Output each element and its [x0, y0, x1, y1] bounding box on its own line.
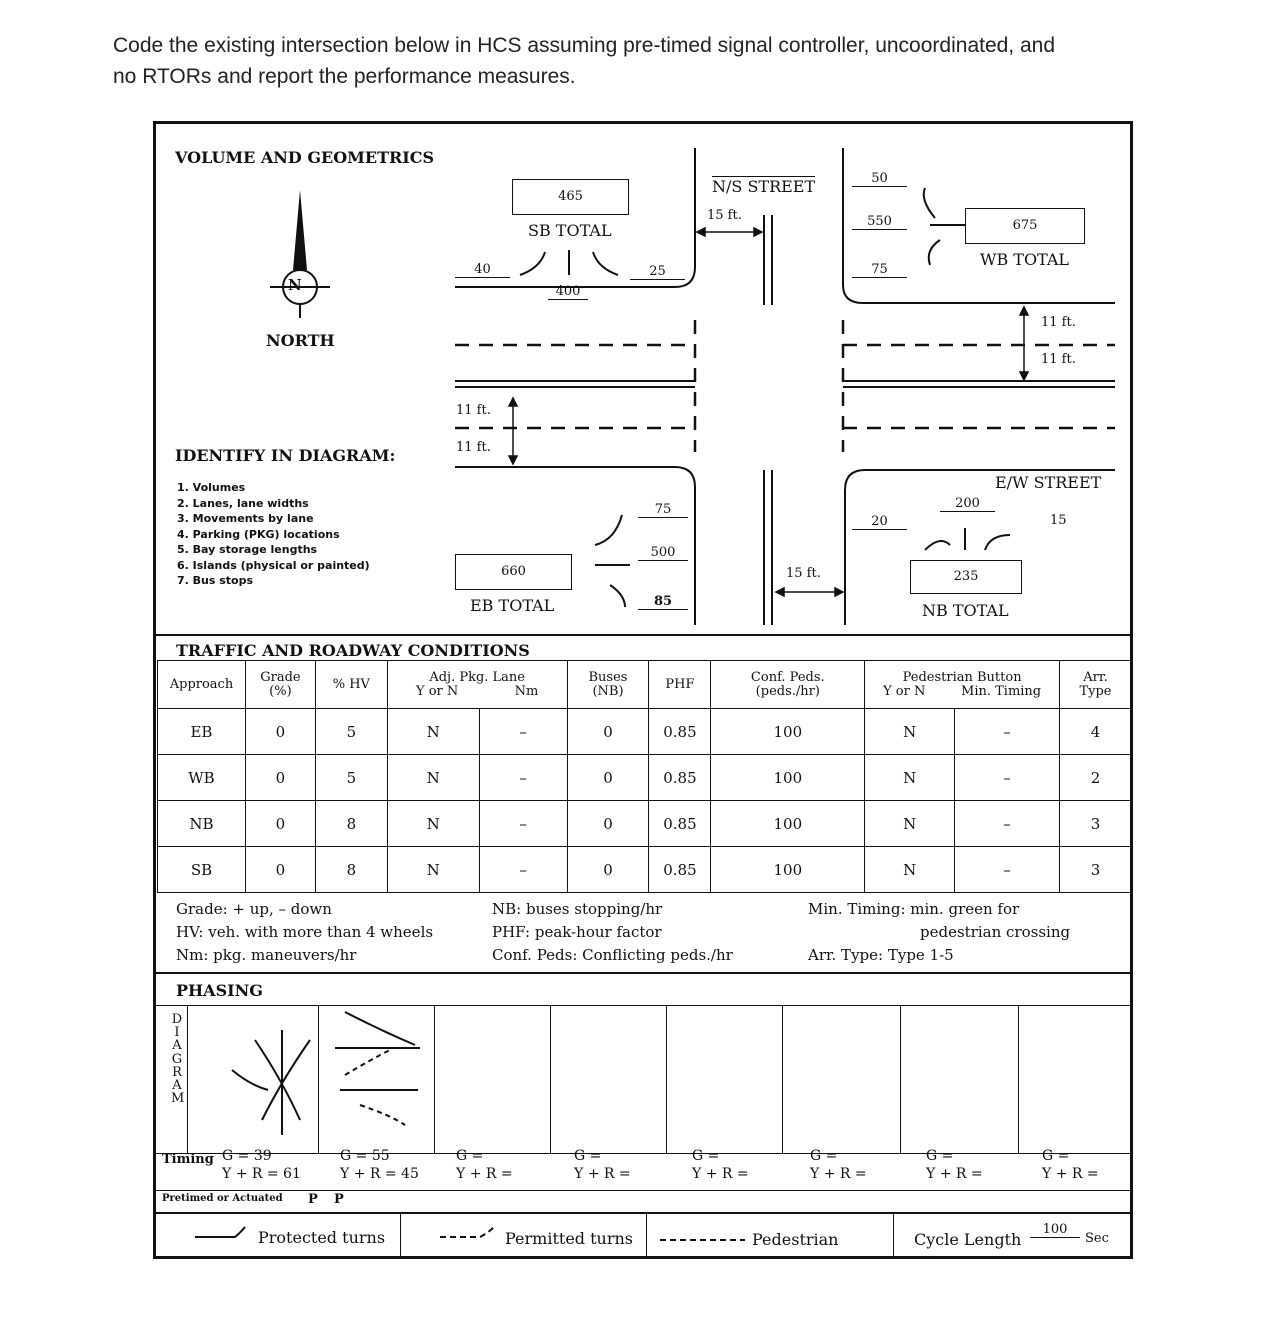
sb-through-volume: 400	[548, 285, 588, 300]
sb-total-label: SB TOTAL	[528, 221, 612, 240]
legend-divider	[646, 1212, 647, 1257]
nb-through-volume: 200	[940, 496, 995, 512]
eb-right-volume: 85	[638, 594, 688, 610]
eb-left-volume: 75	[638, 502, 688, 518]
phase-cell-divider	[1018, 1005, 1019, 1153]
identify-item: 1. Volumes	[177, 481, 246, 494]
identify-item: 6. Islands (physical or painted)	[177, 558, 370, 572]
phasing-top-line	[155, 1005, 1132, 1006]
nb-total-label: NB TOTAL	[922, 601, 1009, 620]
section-traffic-title: TRAFFIC AND ROADWAY CONDITIONS	[176, 641, 530, 660]
table-row: EB 0 5 N – 0 0.85 100 N – 4	[158, 709, 1132, 755]
ns-width-bottom: 15 ft.	[786, 566, 821, 581]
cycle-length-label: Cycle Length	[914, 1230, 1022, 1249]
identify-item: 2. Lanes, lane widths	[177, 496, 309, 510]
col-hv: % HV	[315, 661, 387, 709]
timing-label: Timing	[162, 1152, 214, 1167]
legend-permitted: Permitted turns	[505, 1229, 634, 1248]
phase-2-timing: G = 55 Y + R = 45	[340, 1148, 419, 1182]
cycle-length-value: 100	[1030, 1222, 1080, 1238]
pretimed-value-2: P	[334, 1192, 344, 1207]
col-ped-button: Pedestrian Button Y or N Min. Timing	[865, 661, 1060, 709]
table-row: WB 0 5 N – 0 0.85 100 N – 2	[158, 755, 1132, 801]
ew-street-label: E/W STREET	[995, 473, 1102, 492]
eb-total-box: 660	[455, 554, 572, 590]
wb-left-volume: 75	[852, 262, 907, 278]
phase-4-timing: G = Y + R =	[574, 1148, 631, 1182]
legend-divider	[893, 1212, 894, 1257]
phase-8-timing: G = Y + R =	[1042, 1148, 1099, 1182]
col-approach: Approach	[158, 661, 246, 709]
nb-total-box: 235	[910, 560, 1022, 594]
phase-cell-divider	[782, 1005, 783, 1153]
phase-3-timing: G = Y + R =	[456, 1148, 513, 1182]
wb-total-label: WB TOTAL	[980, 250, 1070, 269]
table-row: NB 0 8 N – 0 0.85 100 N – 3	[158, 801, 1132, 847]
traffic-conditions-table	[157, 660, 1132, 893]
phase-cell-divider	[900, 1005, 901, 1153]
phase-cell-divider	[550, 1005, 551, 1153]
col-phf: PHF	[649, 661, 711, 709]
notes-col-1: Grade: + up, – down HV: veh. with more than 4 wheels Nm: pkg. maneuvers/hr	[176, 900, 434, 964]
intro-line-1: Code the existing intersection below in HCS assuming pre-timed signal controller, uncoordinated, and	[113, 34, 1056, 57]
eb-total-label: EB TOTAL	[470, 596, 555, 615]
east-lane-width-2: 11 ft.	[1041, 352, 1076, 367]
wb-right-volume: 50	[852, 171, 907, 187]
col-grade: Grade (%)	[245, 661, 315, 709]
notes-col-3: Min. Timing: min. green for pedestrian crossing Arr. Type: Type 1-5	[808, 900, 1071, 964]
ns-width-top: 15 ft.	[707, 208, 742, 223]
col-buses: Buses (NB)	[567, 661, 649, 709]
north-arrow-icon	[270, 190, 330, 318]
phase-cell-divider	[318, 1005, 319, 1153]
identify-item: 7. Bus stops	[177, 574, 254, 587]
table-row: SB 0 8 N – 0 0.85 100 N – 3	[158, 847, 1132, 893]
identify-title: IDENTIFY IN DIAGRAM:	[175, 446, 396, 465]
identify-item: 3. Movements by lane	[177, 512, 314, 525]
wb-total-box: 675	[965, 208, 1085, 244]
cycle-length-unit: Sec	[1085, 1231, 1109, 1246]
table-header-row	[158, 661, 1132, 709]
legend-pedestrian: Pedestrian	[752, 1230, 839, 1249]
diagram-label: DIAGRAM	[171, 1012, 185, 1107]
north-letter: N	[288, 276, 302, 294]
ns-street-label: N/S STREET	[712, 177, 816, 196]
legend-divider	[400, 1212, 401, 1257]
notes-col-2: NB: buses stopping/hr PHF: peak-hour factor Conf. Peds: Conflicting peds./hr	[492, 900, 733, 964]
nb-right-volume: 15	[1050, 513, 1067, 528]
east-lane-width-1: 11 ft.	[1041, 315, 1076, 330]
legend-protected: Protected turns	[258, 1228, 386, 1247]
north-label: NORTH	[266, 331, 335, 350]
identify-item: 5. Bay storage lengths	[177, 543, 318, 556]
col-peds: Conf. Peds. (peds./hr)	[711, 661, 865, 709]
phasing-divider	[155, 972, 1132, 974]
traffic-divider	[155, 634, 1132, 636]
phasing-timing-line	[155, 1153, 1132, 1154]
wb-through-volume: 550	[852, 214, 907, 230]
sb-left-volume: 40	[455, 262, 510, 278]
phase-1-timing: G = 39 Y + R = 61	[222, 1148, 301, 1182]
west-lane-width-2: 11 ft.	[456, 440, 491, 455]
identify-list	[177, 480, 370, 589]
nb-left-volume: 20	[852, 514, 907, 530]
phase-7-timing: G = Y + R =	[926, 1148, 983, 1182]
intro-line-2: no RTORs and report the performance measures.	[113, 65, 576, 88]
phase-5-timing: G = Y + R =	[692, 1148, 749, 1182]
section-volume-title: VOLUME AND GEOMETRICS	[175, 148, 435, 167]
phase-6-timing: G = Y + R =	[810, 1148, 867, 1182]
sb-right-volume: 25	[630, 264, 685, 280]
sb-total-box: 465	[512, 179, 629, 215]
col-pkg: Adj. Pkg. Lane Y or N Nm	[387, 661, 567, 709]
phase-cell-divider	[666, 1005, 667, 1153]
pretimed-value-1: P	[308, 1192, 318, 1207]
west-lane-width-1: 11 ft.	[456, 403, 491, 418]
pretimed-label: Pretimed or Actuated	[162, 1193, 283, 1204]
legend-top-line	[155, 1212, 1132, 1214]
phase-cell-divider	[434, 1005, 435, 1153]
phasing-bottom-line	[155, 1190, 1132, 1191]
identify-item: 4. Parking (PKG) locations	[177, 527, 340, 541]
col-arr: Arr. Type	[1059, 661, 1131, 709]
eb-through-volume: 500	[638, 545, 688, 561]
diagram-label-divider	[187, 1005, 188, 1153]
section-phasing-title: PHASING	[176, 981, 263, 1000]
